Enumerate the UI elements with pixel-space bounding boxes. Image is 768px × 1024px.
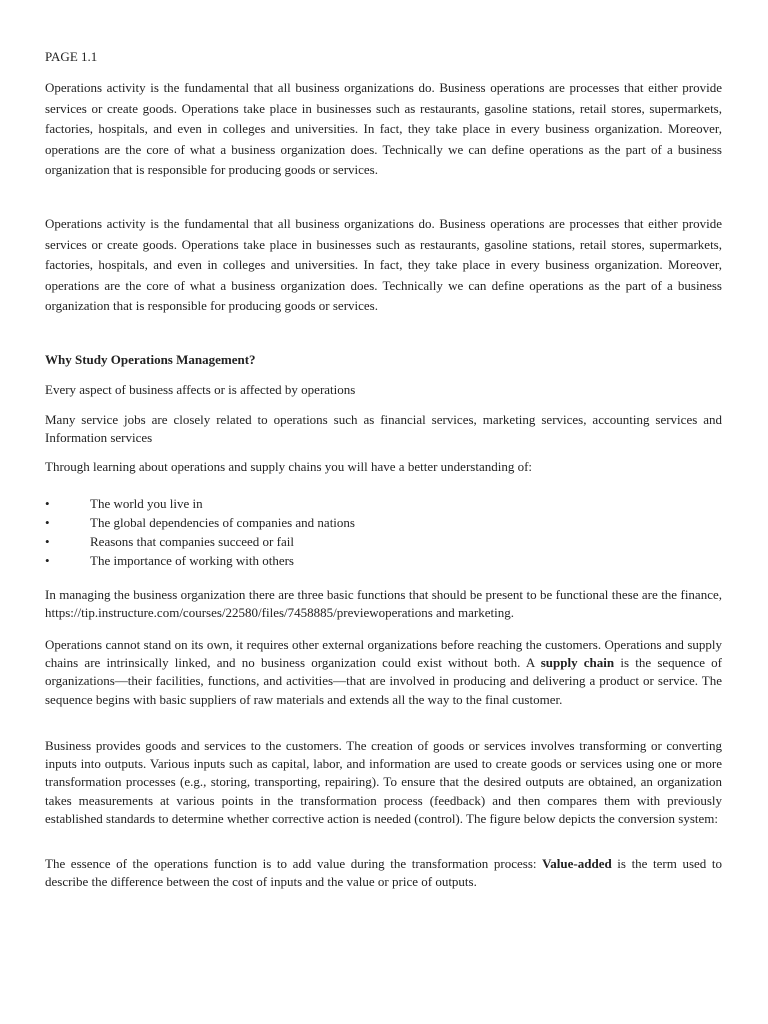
value-added-rest: is the term used to describe the difference between the cost of inputs and the value or price of outputs. <box>45 856 722 890</box>
list-item-text: The global dependencies of companies and nations <box>90 515 355 530</box>
list-item <box>45 551 355 570</box>
line-through-learning: Through learning about operations and supply chains you will have a better understanding of: <box>45 459 533 474</box>
list-item <box>45 532 355 551</box>
list-item-text: The importance of working with others <box>90 553 294 568</box>
paragraph-value-added <box>45 855 722 891</box>
value-added-term: Value-added <box>542 856 612 871</box>
list-item-text: The world you live in <box>90 496 203 511</box>
bullet-icon: • <box>45 515 50 530</box>
list-item <box>45 494 355 513</box>
bullet-icon: • <box>45 534 50 549</box>
paragraph-operations-2: Operations activity is the fundamental that all business organizations do. Business operations are processes that either provide services or create goods. Operations take place in businesses such as restaurants, gasoline stations, retail stores, supermarkets, factories, hospitals, and even in colleges and universities. In fact, they take place in every business organization. Moreover, operations are the core of what a business organization does. Technically we can define operations as the part of a business organization that is responsible for producing goods or services. <box>45 216 722 313</box>
bullet-list <box>45 494 355 570</box>
bullet-icon: • <box>45 496 50 511</box>
value-added-intro: The essence of the operations function is to add value during the transformation process: <box>45 856 543 871</box>
bullet-icon: • <box>45 553 50 568</box>
paragraph-service-jobs: Many service jobs are closely related to operations such as financial services, marketing services, accounting services and Information services <box>45 412 722 446</box>
list-item <box>45 513 355 532</box>
paragraph-managing: In managing the business organization there are three basic functions that should be present to be functional these are the finance, https://tip.instructure.com/courses/22580/files/7458885/previewoperations and marketing. <box>45 587 722 621</box>
paragraph-operations-1: Operations activity is the fundamental that all business organizations do. Business operations are processes that either provide services or create goods. Operations take place in businesses such as restaurants, gasoline stations, retail stores, supermarkets, factories, hospitals, and even in colleges and universities. In fact, they take place in every business organization. Moreover, operations are the core of what a business organization does. Technically we can define operations as the part of a business organization that is responsible for producing goods or services. <box>45 80 722 177</box>
supply-chain-term: supply chain <box>540 655 615 671</box>
list-item-text: Reasons that companies succeed or fail <box>90 534 294 549</box>
supply-chain-rest: is the sequence of organizations—their facilities, functions, and activities—that are involved in producing and delivering a product or service. The sequence begins with basic suppliers of raw materials and extends all the way to the final customer. <box>45 655 723 707</box>
supply-chain-intro: Operations cannot stand on its own, it requires other external organizations before reaching the customers. Operations and supply chains are intrinsically linked, and no business organization could exist without both. A <box>45 637 722 671</box>
paragraph-business-provides: Business provides goods and services to the customers. The creation of goods or services involves transforming or converting inputs into outputs. Various inputs such as capital, labor, and information are used to create goods or services using one or more transformation processes (e.g., storing, transporting, repairing). To ensure that the desired outputs are obtained, an organization takes measurements at various points in the transformation process (feedback) and then compares them with previously established standards to determine whether corrective action is needed (control). The figure below depicts the conversion system: <box>45 738 722 826</box>
heading-why-study: Why Study Operations Management? <box>45 352 256 367</box>
paragraph-supply-chain <box>45 636 722 709</box>
page-label: PAGE 1.1 <box>45 49 98 64</box>
line-every-aspect: Every aspect of business affects or is affected by operations <box>45 382 356 397</box>
